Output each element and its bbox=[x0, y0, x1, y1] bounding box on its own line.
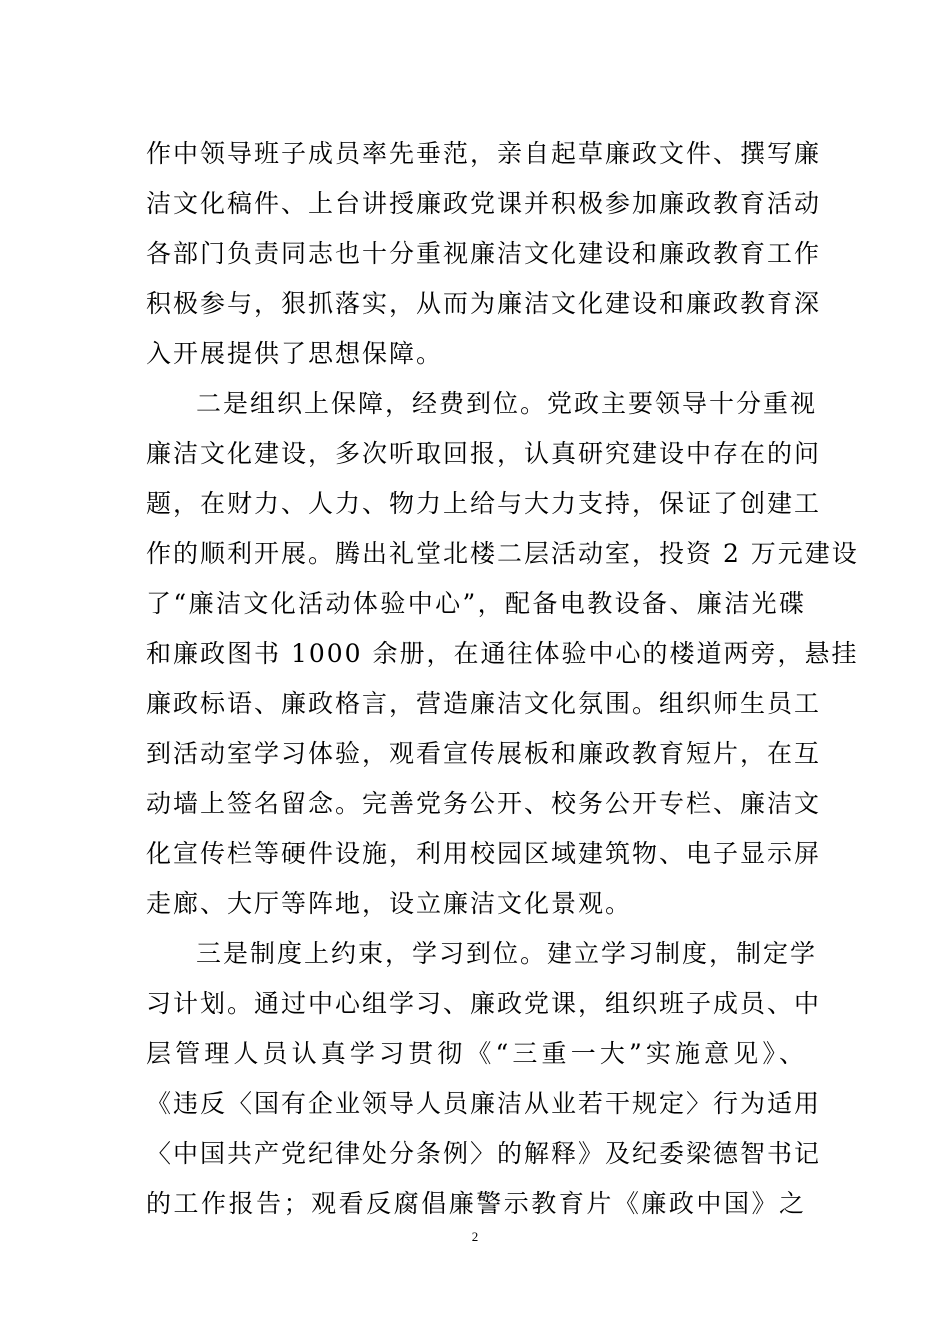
text-line: 和廉政图书 1000 余册，在通往体验中心的楼道两旁，悬挂 bbox=[146, 639, 859, 668]
text-line: 层管理人员认真学习贯彻《“三重一大”实施意见》、 bbox=[146, 1039, 806, 1068]
paragraph-start-line: 二是组织上保障，经费到位。党政主要领导十分重视 bbox=[196, 389, 818, 418]
text-line: 洁文化稿件、上台讲授廉政党课并积极参加廉政教育活动 bbox=[146, 189, 822, 218]
text-line: 廉政标语、廉政格言，营造廉洁文化氛围。组织师生员工 bbox=[146, 689, 822, 718]
text-line: 各部门负责同志也十分重视廉洁文化建设和廉政教育工作 bbox=[146, 239, 822, 268]
text-line: 走廊、大厅等阵地，设立廉洁文化景观。 bbox=[146, 889, 633, 918]
paragraph-start-line: 三是制度上约束，学习到位。建立学习制度，制定学 bbox=[196, 939, 818, 968]
text-line: 化宣传栏等硬件设施，利用校园区域建筑物、电子显示屏 bbox=[146, 839, 822, 868]
text-line: 积极参与，狠抓落实，从而为廉洁文化建设和廉政教育深 bbox=[146, 289, 822, 318]
text-line: 〈中国共产党纪律处分条例〉的解释》及纪委梁德智书记 bbox=[146, 1139, 822, 1168]
text-line: 作的顺利开展。腾出礼堂北楼二层活动室，投资 2 万元建设 bbox=[146, 539, 859, 568]
text-line: 入开展提供了思想保障。 bbox=[146, 339, 444, 368]
text-line: 动墙上签名留念。完善党务公开、校务公开专栏、廉洁文 bbox=[146, 789, 822, 818]
text-line: 廉洁文化建设，多次听取回报，认真研究建设中存在的问 bbox=[146, 439, 822, 468]
text-line: 题，在财力、人力、物力上给与大力支持，保证了创建工 bbox=[146, 489, 822, 518]
text-line: 的工作报告；观看反腐倡廉警示教育片《廉政中国》之 bbox=[146, 1189, 806, 1218]
text-line: 《违反〈国有企业领导人员廉洁从业若干规定〉行为适用 bbox=[146, 1089, 822, 1118]
text-line: 到活动室学习体验，观看宣传展板和廉政教育短片，在互 bbox=[146, 739, 822, 768]
text-line: 了“廉洁文化活动体验中心”，配备电教设备、廉洁光碟 bbox=[146, 589, 806, 618]
page-number: 2 bbox=[471, 1229, 479, 1244]
text-line: 习计划。通过中心组学习、廉政党课，组织班子成员、中 bbox=[146, 989, 822, 1018]
text-line: 作中领导班子成员率先垂范，亲自起草廉政文件、撰写廉 bbox=[146, 139, 822, 168]
